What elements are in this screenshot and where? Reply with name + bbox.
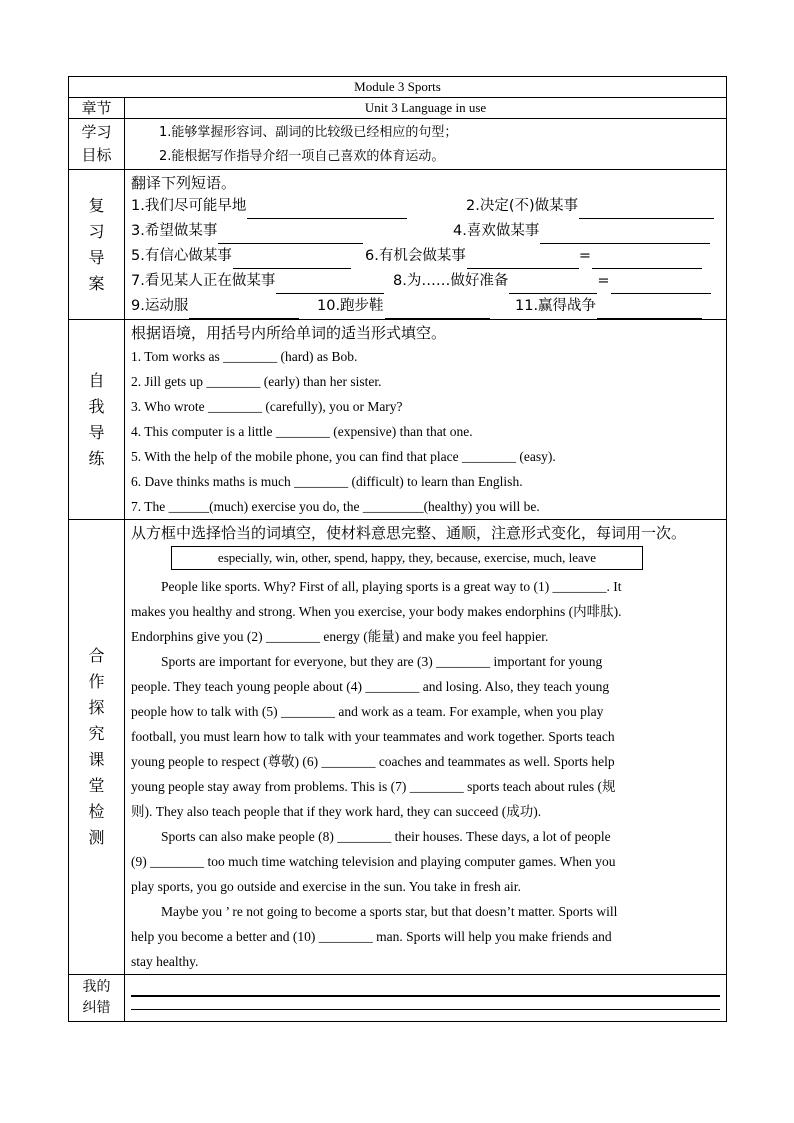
review-instruction: 翻译下列短语。 <box>131 174 237 192</box>
passage-line: makes you healthy and strong. When you exercise, your body makes endorphins (内啡肽). <box>131 604 622 619</box>
review-label: 复习导案 <box>69 170 125 320</box>
vocab-row: 9.运动服 10.跑步鞋 11.赢得战争 <box>131 294 720 319</box>
correction-area[interactable] <box>125 975 727 1022</box>
chapter-label: 章节 <box>69 98 125 119</box>
vocab-row: 3.希望做某事 4.喜欢做某事 <box>131 219 720 244</box>
exercise-item: 3. Who wrote ________ (carefully), you or Mary? <box>131 399 403 414</box>
passage-line: Sports can also make people (8) ________ their houses. These days, a lot of people <box>161 829 611 844</box>
passage <box>131 574 720 974</box>
exercise-item: 2. Jill gets up ________ (early) than her sister. <box>131 374 382 389</box>
cooperation-content <box>125 520 727 975</box>
goal-item: 2.能根据写作指导介绍一项自己喜欢的体育运动。 <box>159 149 445 164</box>
worksheet-table <box>68 76 727 1022</box>
answer-blank[interactable] <box>540 226 710 244</box>
cooperation-instruction: 从方框中选择恰当的词填空，使材料意思完整、通顺，注意形式变化，每词用一次。 <box>131 524 687 542</box>
practice-instruction: 根据语境，用括号内所给单词的适当形式填空。 <box>131 324 447 342</box>
answer-blank[interactable] <box>276 276 384 294</box>
answer-blank[interactable] <box>509 276 597 294</box>
passage-line: young people to respect (尊敬) (6) ________ coaches and teammates as well. Sports help <box>131 754 615 769</box>
vocab-row: 1.我们尽可能早地 2.决定(不)做某事 <box>131 194 720 219</box>
answer-blank[interactable] <box>579 201 714 219</box>
passage-line: Sports are important for everyone, but they are (3) ________ important for young <box>161 654 603 669</box>
passage-line: help you become a better and (10) ________ man. Sports will help you make friends and <box>131 929 612 944</box>
answer-blank[interactable] <box>611 276 711 294</box>
goal-item: 1.能够掌握形容词、副词的比较级已经相应的句型； <box>159 125 458 140</box>
practice-label: 自我导练 <box>69 320 125 520</box>
passage-line: people how to talk with (5) ________ and work as a team. For example, when you play <box>131 704 604 719</box>
answer-blank[interactable] <box>467 251 579 269</box>
passage-line: 则). They also teach people that if they work hard, they can succeed (成功). <box>131 804 542 819</box>
passage-line: play sports, you go outside and exercise in the sun. You take in fresh air. <box>131 879 521 894</box>
answer-blank[interactable] <box>592 251 702 269</box>
passage-line: People like sports. Why? First of all, playing sports is a great way to (1) ________. It <box>161 579 622 594</box>
answer-blank[interactable] <box>597 301 702 319</box>
vocab-row: 5.有信心做某事 6.有机会做某事 = <box>131 244 720 269</box>
writing-line <box>131 1009 720 1010</box>
review-content <box>125 170 727 320</box>
answer-blank[interactable] <box>189 301 299 319</box>
passage-line: Maybe you ’ re not going to become a sports star, but that doesn’t matter. Sports will <box>161 904 618 919</box>
answer-blank[interactable] <box>218 226 363 244</box>
passage-line: stay healthy. <box>131 954 199 969</box>
passage-line: (9) ________ too much time watching television and playing computer games. When you <box>131 854 616 869</box>
exercise-item: 1. Tom works as ________ (hard) as Bob. <box>131 349 358 364</box>
vocab-row: 7.看见某人正在做某事 8.为……做好准备 = <box>131 269 720 294</box>
exercise-item: 5. With the help of the mobile phone, you can find that place ________ (easy). <box>131 449 556 464</box>
answer-blank[interactable] <box>385 301 490 319</box>
practice-content <box>125 320 727 520</box>
passage-line: young people stay away from problems. This is (7) ________ sports teach about rules (规 <box>131 779 616 794</box>
exercise-item: 4. This computer is a little ________ (expensive) than that one. <box>131 424 473 439</box>
passage-line: football, you must learn how to talk with your teammates and work together. Sports teach <box>131 729 615 744</box>
exercise-item: 6. Dave thinks maths is much ________ (difficult) to learn than English. <box>131 474 523 489</box>
passage-line: people. They teach young people about (4) ________ and losing. Also, they teach young <box>131 679 610 694</box>
answer-blank[interactable] <box>233 251 351 269</box>
page-title: Module 3 Sports <box>69 77 727 98</box>
passage-line: Endorphins give you (2) ________ energy (能量) and make you feel happier. <box>131 629 549 644</box>
cooperation-label: 合作探究课堂检测 <box>69 520 125 975</box>
correction-label: 我的纠错 <box>69 975 125 1022</box>
unit-title: Unit 3 Language in use <box>125 98 727 119</box>
writing-line <box>131 995 720 997</box>
word-box: especially, win, other, spend, happy, they, because, exercise, much, leave <box>171 546 643 570</box>
goals-content <box>125 119 727 170</box>
exercise-item: 7. The ______(much) exercise you do, the _________(healthy) you will be. <box>131 499 540 514</box>
answer-blank[interactable] <box>247 201 407 219</box>
goals-label: 学习目标 <box>69 119 125 170</box>
